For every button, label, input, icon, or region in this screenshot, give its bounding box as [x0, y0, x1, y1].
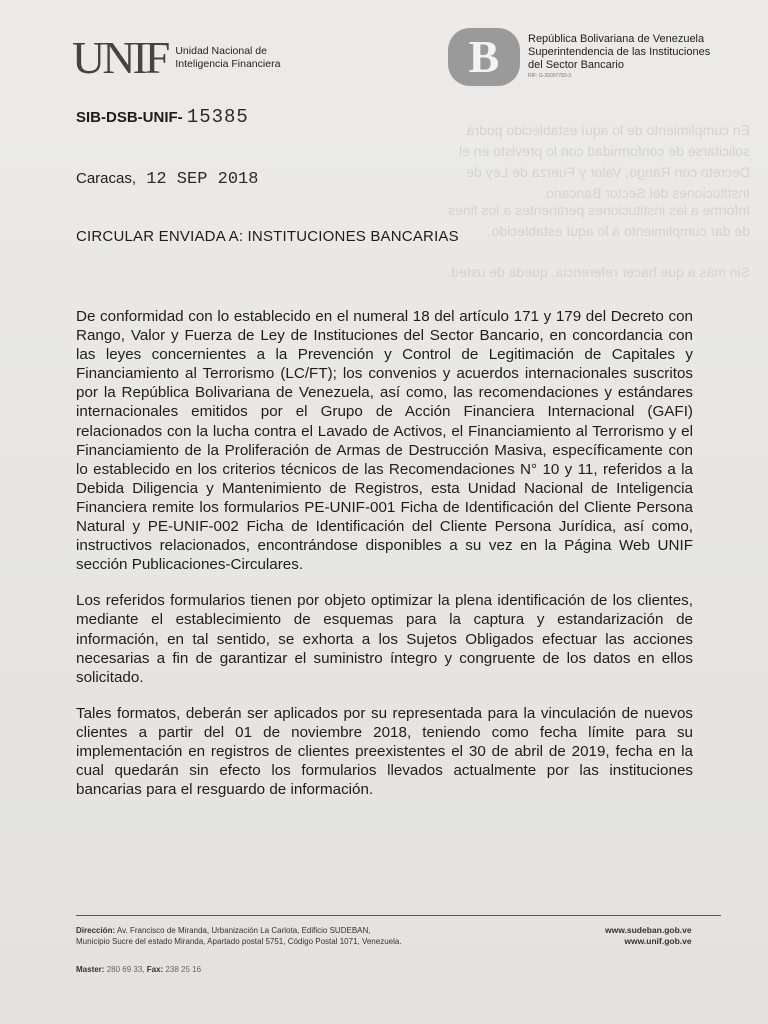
unif-logo-mark: UNIF — [72, 32, 168, 83]
body-paragraph: De conformidad con lo establecido en el numeral 18 del artículo 171 y 179 del Decreto con Rango, Valor y Fuerza de Ley de Instituciones del Sector Bancario, en concordancia con las leyes concernientes a la Prevención y Control de Legitimación de Capitales y Financiamiento al Terrorismo (LC/FT); los convenios y acuerdos internacionales suscritos por la República Bolivariana de Venezuela, así como, las recomendaciones y estándares internacionales emitidos por el Grupo de Acción Financiera Internacional (GAFI) relacionados con la lucha contra el Lavado de Activos, el Financiamiento al Terrorismo y el Financiamiento de la Proliferación de Armas de Destrucción Masiva, específicamente con lo establecido en los criterios técnicos de las Recomendaciones N° 10 y 11, referidos a la Debida Diligencia y Mantenimiento de Registros, esta Unidad Nacional de Inteligencia Financiera remite los formularios PE-UNIF-001 Ficha de Identificación del Cliente Persona Natural y PE-UNIF-002 Ficha de Identificación del Cliente Persona Jurídica, así como, instructivos relacionados, encontrándose disponibles a su vez en la Página Web UNIF sección Publicaciones-Circulares. — [76, 308, 693, 574]
circular-recipient: CIRCULAR ENVIADA A: INSTITUCIONES BANCARIAS — [76, 228, 459, 245]
place-city: Caracas, — [76, 170, 137, 187]
reference-number — [76, 106, 249, 128]
sudeban-rif: RIF: G-20007783-3 — [528, 73, 572, 79]
show-through-text: En cumplimiento de lo aquí establecido podrá solicitarse de conformidad con lo previsto en el Decreto con Rango, Valor y Fuerza de Ley de Instituciones del Sector Bancario. — [458, 122, 750, 201]
website-link: www.unif.gob.ve — [624, 936, 692, 946]
letter-body — [76, 307, 693, 816]
unif-org-line: Unidad Nacional de — [175, 45, 267, 57]
footer-divider — [76, 915, 721, 916]
sudeban-org-line: del Sector Bancario — [528, 59, 624, 71]
sudeban-org-line: República Bolivariana de Venezuela — [528, 33, 705, 45]
master-value: 280 69 33, — [106, 965, 145, 974]
address-label: Dirección: — [76, 926, 116, 935]
date-stamp: 12 SEP 2018 — [146, 170, 259, 189]
body-paragraph: Los referidos formularios tienen por objeto optimizar la plena identificación de los clientes, mediante el establecimiento de esquemas para la captura y estandarización de información, en tal sentido, se exhorta a los Sujetos Obligados efectuar las acciones necesarias a fin de garantizar el suministro íntegro y congruente de los datos en ellos solicitado. — [76, 592, 693, 686]
footer-address — [76, 925, 402, 947]
address-line: Av. Francisco de Miranda, Urbanización La Carlota, Edificio SUDEBAN, — [116, 926, 371, 935]
address-line: Municipio Sucre del estado Miranda, Apartado postal 5751, Código Postal 1071, Venezuela. — [76, 937, 402, 946]
unif-logo — [72, 34, 280, 82]
website-link: www.sudeban.gob.ve — [605, 925, 692, 935]
reference-prefix: SIB-DSB-UNIF- — [76, 109, 183, 126]
fax-label: Fax: — [146, 965, 164, 974]
show-through-text: Informe a las instituciones pertinentes a los fines de dar cumplimiento a lo aquí establecido. — [448, 202, 750, 239]
footer-websites — [605, 925, 692, 947]
sudeban-org-line: Superintendencia de las Instituciones — [528, 46, 711, 58]
place-date — [76, 170, 258, 189]
unif-org-line: Inteligencia Financiera — [175, 58, 281, 70]
show-through-text: Sin más a que hacer referencia, queda de usted. — [447, 264, 750, 280]
sudeban-logo-mark: B — [468, 31, 500, 82]
sudeban-logo — [448, 28, 520, 86]
reference-stamp-number: 15385 — [186, 106, 249, 128]
footer-phones — [76, 965, 201, 974]
master-label: Master: — [76, 965, 105, 974]
body-paragraph: Tales formatos, deberán ser aplicados por su representada para la vinculación de nuevos clientes a partir del 01 de noviembre 2018, teniendo como fecha límite para su implementación en registros de clientes preexistentes el 30 de abril de 2019, fecha en la cual quedarán sin efecto los formularios llevados actualmente por las instituciones bancarias para el resguardo de información. — [76, 704, 693, 799]
unif-org-name — [175, 45, 280, 71]
fax-value: 238 25 16 — [165, 965, 202, 974]
sudeban-org-name — [528, 33, 710, 80]
